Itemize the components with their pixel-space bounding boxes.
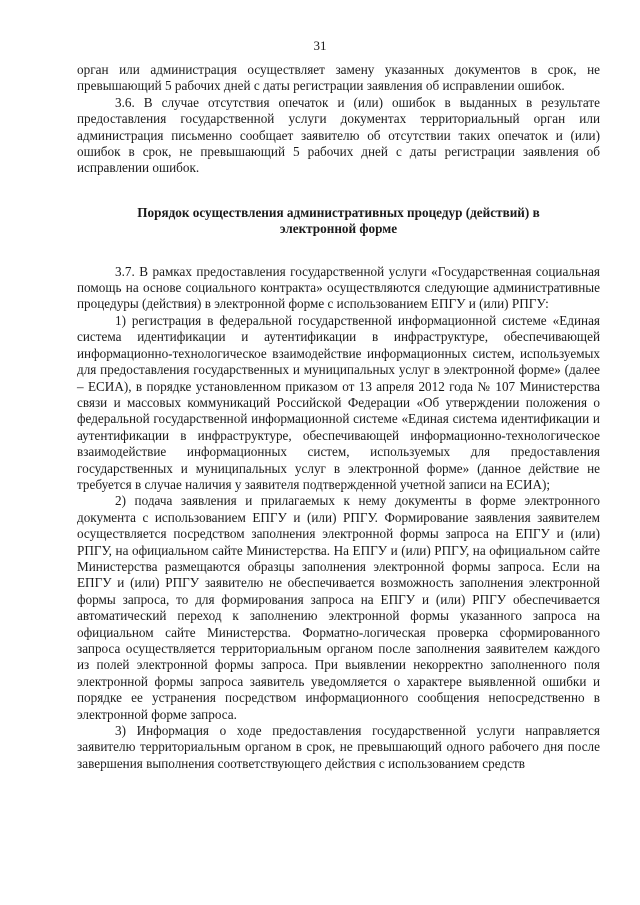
section-heading-line-1: Порядок осуществления административных процедур (действий) в xyxy=(137,204,540,220)
paragraph-continuation: орган или администрация осуществляет замену указанных документов в срок, не превышающий 5 рабочих дней с даты регистрации заявления об исправлении ошибок. xyxy=(77,62,600,94)
list-item-3: 3) Информация о ходе предоставления государственной услуги направляется заявителю территориальным органом в срок, не превышающий одного рабочего дня после завершения выполнения соответствующего действия с использованием средств xyxy=(77,723,600,771)
list-item-2: 2) подача заявления и прилагаемых к нему документы в форме электронного документа с использованием ЕПГУ и (или) РПГУ. Формирование заявления заявителем осуществляется посредством заполнения электронной формы запроса на ЕПГУ и (или) РПГУ, на официальном сайте Министерства. На ЕПГУ и (или) РПГУ, на официальном сайте Министерства размещаются образцы заполнения электронной формы запроса. Если на ЕПГУ и (или) РПГУ заявителю не обеспечивается возможность заполнения электронной формы запроса, то для формирования запроса на ЕПГУ и (или) РПГУ обеспечивается автоматический переход к заполнению электронной формы указанного запроса на официальном сайте Министерства. Форматно-логическая проверка сформированного запроса осуществляется территориальным органом после заполнения заявителем каждого из полей электронной формы запроса. При выявлении некорректно заполненного поля электронной формы запроса заявитель уведомляется о характере выявленной ошибки и порядке ее устранения посредством информационного сообщения непосредственно в электронной форме запроса. xyxy=(77,493,600,722)
section-heading xyxy=(77,205,600,238)
document-body xyxy=(77,62,600,772)
paragraph-3-7: 3.7. В рамках предоставления государственной услуги «Государственная социальная помощь на основе социального контракта» осуществляются следующие административные процедуры (действия) в электронной форме с использованием ЕПГУ и (или) РПГУ: xyxy=(77,263,600,312)
list-item-1: 1) регистрация в федеральной государственной информационной системе «Единая система идентификации и аутентификации в инфраструктуре, обеспечивающей информационно-технологическое взаимодействие информационных систем, используемых для предоставления государственных и муниципальных услуг в электронной форме» (далее – ЕСИА), в порядке установленном приказом от 13 апреля 2012 года № 107 Министерства связи и массовых коммуникаций Российской Федерации «Об утверждении положения о федеральной государственной информационной системе «Единая система идентификации и аутентификации в инфраструктуре, обеспечивающей информационно-технологическое взаимодействие информационных систем, используемых для предоставления государственных и муниципальных услуг в электронной форме» (данное действие не требуется в случае наличия у заявителя подтвержденной учетной записи на ЕСИА); xyxy=(77,312,600,492)
section-heading-line-2: электронной форме xyxy=(279,221,398,237)
paragraph-3-6: 3.6. В случае отсутствия опечаток и (или) ошибок в выданных в результате предоставления государственной услуги документах территориальный орган или администрация письменно сообщает заявителю об отсутствии таких опечаток и (или) ошибок в срок, не превышающий 5 рабочих дней с даты регистрации заявления об исправлении ошибок. xyxy=(77,94,600,176)
page-number: 31 xyxy=(313,38,327,53)
